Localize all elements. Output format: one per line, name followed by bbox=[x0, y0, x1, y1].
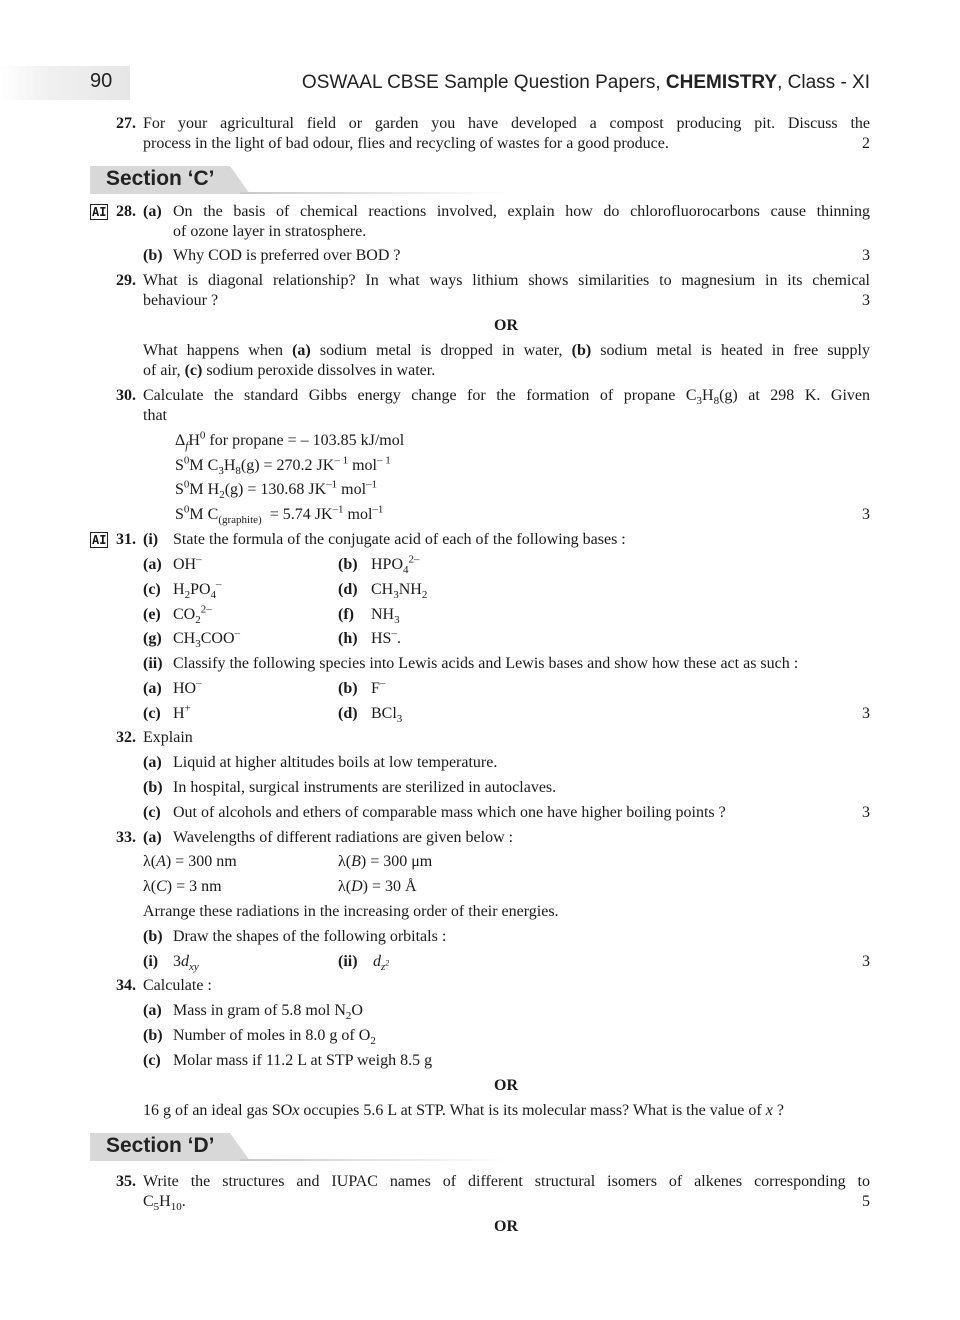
q30-line1: Calculate the standard Gibbs energy change for the formation of propane $C_3H_8(g)$ at 298 K. Given bbox=[143, 387, 871, 408]
q33-a-label: (a) bbox=[143, 829, 162, 846]
q33-orbital-1: $3d_{xy}$ bbox=[173, 953, 199, 974]
q31-species-b: F– bbox=[371, 677, 386, 697]
q35-formula: $C_5H_{10}$. bbox=[143, 1193, 186, 1214]
q33-orbital-2: $d_{z^2}$ bbox=[373, 953, 390, 974]
q31-base-b: $HPO_4^{2-}$ bbox=[371, 553, 420, 577]
q31-ii-label-c: (c) bbox=[143, 705, 161, 722]
q33-lambda-a: λ(A) = 300 nm bbox=[143, 853, 237, 870]
q28-b-text: Why COD is preferred over BOD ? bbox=[173, 247, 401, 264]
q32-marks: 3 bbox=[862, 804, 870, 821]
q31-ii-text: Classify the following species into Lewis acids and Lewis bases and show how these act as such : bbox=[173, 655, 799, 672]
q29-line2: behaviour ? bbox=[143, 292, 219, 309]
q33-arrange: Arrange these radiations in the increasing order of their energies. bbox=[143, 903, 559, 920]
q33-marks: 3 bbox=[862, 953, 870, 970]
q28-b-label: (b) bbox=[143, 247, 163, 264]
q28-number: 28. bbox=[116, 203, 136, 220]
q31-base-f: $NH_3$ bbox=[371, 606, 400, 627]
q28-a-line2: of ozone layer in stratosphere. bbox=[173, 223, 367, 240]
q34-b-text: Number of moles in 8.0 g of $O_2$ bbox=[173, 1027, 376, 1048]
q34-a-label: (a) bbox=[143, 1002, 162, 1019]
q32-a-text: Liquid at higher altitudes boils at low temperature. bbox=[173, 754, 498, 771]
q31-species-a: HO– bbox=[173, 677, 202, 697]
q29-or: OR bbox=[494, 317, 518, 334]
q33-lambda-b: λ(B) = 300 μm bbox=[338, 853, 433, 870]
q34-or: OR bbox=[494, 1077, 518, 1094]
q29-marks: 3 bbox=[862, 292, 870, 309]
q31-i-label: (i) bbox=[143, 531, 159, 548]
q34-c-text: Molar mass if 11.2 L at STP weigh 8.5 g bbox=[173, 1052, 433, 1069]
q33-a-text: Wavelengths of different radiations are given below : bbox=[173, 829, 514, 846]
q31-species-d: BCl$_3$ bbox=[371, 705, 403, 726]
q31-base-h: HS–. bbox=[371, 627, 401, 647]
q27-line2: process in the light of bad odour, flies and recycling of wastes for a good produce. bbox=[143, 135, 669, 152]
ai-badge: AI bbox=[92, 533, 107, 547]
q31-base-d: $CH_3NH_2$ bbox=[371, 581, 428, 602]
q32-b-text: In hospital, surgical instruments are sterilized in autoclaves. bbox=[173, 779, 557, 796]
q32-c-text: Out of alcohols and ethers of comparable mass which one have higher boiling points ? bbox=[173, 804, 726, 821]
q35-or: OR bbox=[494, 1218, 518, 1235]
q30-given-4: $S^0M$ $C_{(graphite)} = 5.74$ $JK^{-1}$ mol$^{-1}$ bbox=[175, 503, 384, 527]
q31-base-e: $CO_2^{2-}$ bbox=[173, 603, 212, 627]
q31-species-c: H+ bbox=[173, 702, 191, 722]
q30-line2: that bbox=[143, 407, 167, 424]
q31-base-a: OH– bbox=[173, 553, 202, 573]
q33-b-text: Draw the shapes of the following orbitals : bbox=[173, 928, 447, 945]
running-header: OSWAAL CBSE Sample Question Papers, CHEMISTRY, Class - XI bbox=[301, 72, 870, 93]
q29-number: 29. bbox=[116, 272, 136, 289]
q35-line1: Write the structures and IUPAC names of different structural isomers of alkenes corresponding to bbox=[143, 1173, 870, 1190]
q31-marks: 3 bbox=[862, 705, 870, 722]
q31-label-c: (c) bbox=[143, 581, 161, 598]
q32-number: 32. bbox=[116, 729, 136, 746]
q31-label-d: (d) bbox=[338, 581, 358, 598]
q32-b-label: (b) bbox=[143, 779, 163, 796]
ai-badge: AI bbox=[92, 205, 107, 219]
q31-label-h: (h) bbox=[338, 630, 358, 647]
q31-i-text: State the formula of the conjugate acid of each of the following bases : bbox=[173, 531, 626, 548]
q35-number: 35. bbox=[116, 1173, 136, 1190]
q31-number: 31. bbox=[116, 531, 136, 548]
q31-label-a: (a) bbox=[143, 556, 162, 573]
q32-a-label: (a) bbox=[143, 754, 162, 771]
q33-b-label: (b) bbox=[143, 928, 163, 945]
q29-line1: What is diagonal relationship? In what ways lithium shows similarities to magnesium in its chemical bbox=[143, 272, 870, 289]
q30-given-2: $S^0M$ $C_3H_8(g) = 270.2$ $JK^{- 1}$ mol$^{- 1}$ bbox=[175, 454, 391, 478]
q31-ii-label: (ii) bbox=[143, 655, 163, 672]
q33-number: 33. bbox=[116, 829, 136, 846]
q31-label-b: (b) bbox=[338, 556, 358, 573]
q33-i-label: (i) bbox=[143, 953, 159, 970]
q31-base-g: $CH_3COO^-$ bbox=[173, 627, 241, 651]
q28-marks: 3 bbox=[862, 247, 870, 264]
q33-ii-label: (ii) bbox=[338, 953, 358, 970]
q33-lambda-d: λ(D) = 30 Å bbox=[338, 878, 417, 895]
page-number: 90 bbox=[90, 70, 113, 92]
q31-base-c: $H_2PO_4^-$ bbox=[173, 578, 222, 602]
q31-label-g: (g) bbox=[143, 630, 162, 647]
q28-a-label: (a) bbox=[143, 203, 162, 220]
q30-given-3: $S^0M$ $H_2(g) = 130.68$ $JK^{-1}$ mol$^{-1}$ bbox=[175, 478, 378, 502]
q34-b-label: (b) bbox=[143, 1027, 163, 1044]
q31-label-f: (f) bbox=[338, 606, 354, 623]
q30-given-1: $\Delta_fH^0$ for propane = – 103.85 kJ/mol bbox=[175, 429, 405, 453]
q31-label-e: (e) bbox=[143, 606, 161, 623]
q29-alt-line1: What happens when (a) sodium metal is dropped in water, (b) sodium metal is heated in free supply bbox=[143, 342, 871, 359]
q34-stem: Calculate : bbox=[143, 977, 212, 994]
q33-lambda-c: λ(C) = 3 nm bbox=[143, 878, 222, 895]
q28-a-line1: On the basis of chemical reactions involved, explain how do chlorofluorocarbons cause thinning bbox=[173, 203, 870, 220]
section-d-heading: Section ‘D’ bbox=[90, 1133, 430, 1161]
q31-ii-label-b: (b) bbox=[338, 680, 358, 697]
q34-a-text: Mass in gram of 5.8 mol $N_2O$ bbox=[173, 1002, 363, 1023]
q27-number: 27. bbox=[116, 115, 136, 132]
q27-line1: For your agricultural field or garden you have developed a compost producing pit. Discuss the bbox=[143, 115, 870, 132]
q29-alt-line2: of air, (c) sodium peroxide dissolves in water. bbox=[143, 362, 436, 379]
q30-number: 30. bbox=[116, 387, 136, 404]
q34-number: 34. bbox=[116, 977, 136, 994]
q32-stem: Explain bbox=[143, 729, 193, 746]
q32-c-label: (c) bbox=[143, 804, 161, 821]
q31-ii-label-a: (a) bbox=[143, 680, 162, 697]
section-c-heading: Section ‘C’ bbox=[90, 166, 430, 194]
q35-marks: 5 bbox=[862, 1193, 870, 1210]
q34-alt: 16 g of an ideal gas SOx occupies 5.6 L at STP. What is its molecular mass? What is the value of x ? bbox=[143, 1102, 784, 1119]
q34-c-label: (c) bbox=[143, 1052, 161, 1069]
q31-ii-label-d: (d) bbox=[338, 705, 358, 722]
q27-marks: 2 bbox=[862, 135, 870, 152]
q30-marks: 3 bbox=[862, 506, 870, 523]
